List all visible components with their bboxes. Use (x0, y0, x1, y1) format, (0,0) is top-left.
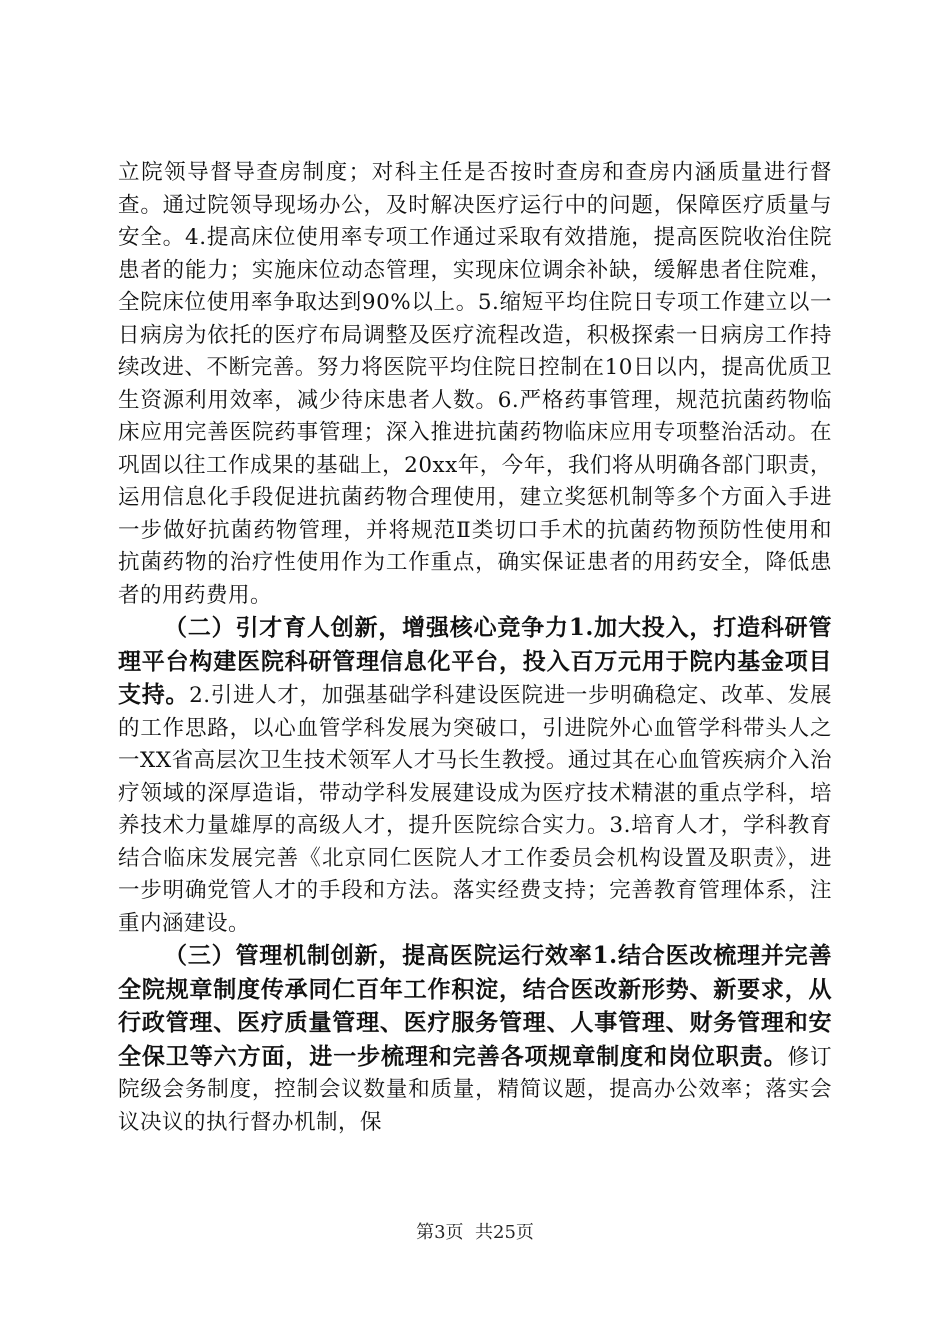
paragraph-2-text: 2.引进人才，加强基础学科建设医院进一步明确稳定、改革、发展的工作思路，以心血管学科发展为突破口，引进院外心血管学科带头人之一XX省高层次卫生技术领军人才马长生教授。通过其在心血管疾病介入治疗领域的深厚造诣，带动学科发展建设成为医疗技术精湛的重点学科，培养技术力量雄厚的高级人才，提升医院综合实力。3.培育人才，学科教育结合临床发展完善《北京同仁医院人才工作委员会机构设置及职责》，进一步明确党管人才的手段和方法。落实经费支持；完善教育管理体系，注重内涵建设。 (118, 683, 832, 936)
page-footer (0, 1218, 950, 1244)
paragraph-1 (118, 157, 832, 612)
section-heading-2: （二）引才育人创新，增强核心竞争力1.加大投入，打造科研管理平台构建医院科研管理信息化平台，投入百万元用于院内基金项目支持。 (118, 614, 832, 708)
paragraph-2 (118, 612, 832, 940)
section-heading-3: （三）管理机制创新，提高医院运行效率1.结合医改梳理并完善全院规章制度传承同仁百年工作积淀，结合医改新形势、新要求，从行政管理、医疗质量管理、医疗服务管理、人事管理、财务管理和安全保卫等六方面，进一步梳理和完善各项规章制度和岗位职责。 (118, 942, 832, 1070)
paragraph-1-text: 立院领导督导查房制度；对科主任是否按时查房和查房内涵质量进行督查。通过院领导现场办公，及时解决医疗运行中的问题，保障医疗质量与安全。4.提高床位使用率专项工作通过采取有效措施，提高医院收治住院患者的能力；实施床位动态管理，实现床位调余补缺，缓解患者住院难，全院床位使用率争取达到90%以上。5.缩短平均住院日专项工作建立以一日病房为依托的医疗布局调整及医疗流程改造，积极探索一日病房工作持续改进、不断完善。努力将医院平均住院日控制在10日以内，提高优质卫生资源利用效率，减少待床患者人数。6.严格药事管理，规范抗菌药物临床应用完善医院药事管理；深入推进抗菌药物临床应用专项整治活动。在巩固以往工作成果的基础上，20xx年，今年，我们将从明确各部门职责，运用信息化手段促进抗菌药物合理使用，建立奖惩机制等多个方面入手进一步做好抗菌药物管理，并将规范Ⅱ类切口手术的抗菌药物预防性使用和抗菌药物的治疗性使用作为工作重点，确实保证患者的用药安全，降低患者的用药费用。 (118, 160, 832, 608)
document-body (118, 157, 832, 1139)
page-total: 共25页 (475, 1222, 534, 1243)
paragraph-3-text: 修订院级会务制度，控制会议数量和质量，精简议题，提高办公效率；落实会议决议的执行督办机制，保 (118, 1044, 832, 1135)
page-number: 第3页 (416, 1222, 464, 1243)
paragraph-3 (118, 940, 832, 1139)
